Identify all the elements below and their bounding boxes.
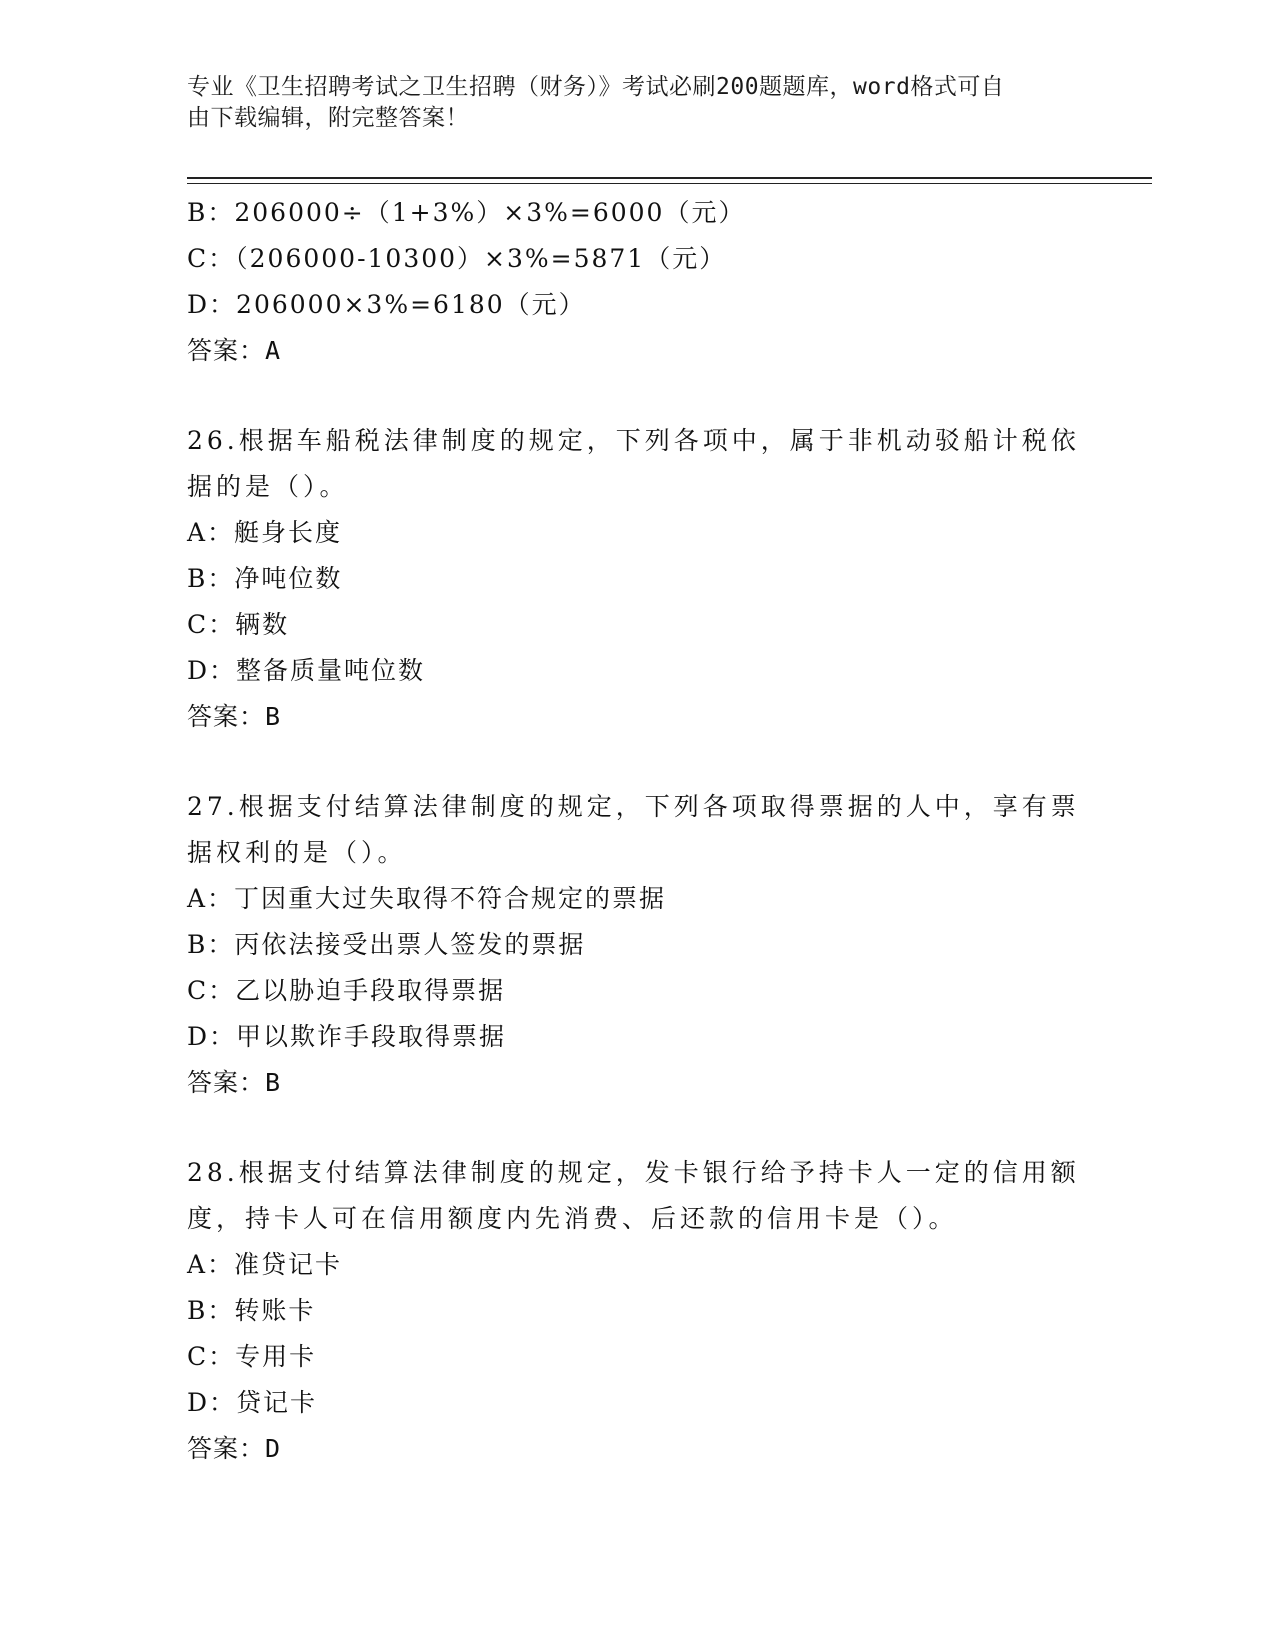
option-d: D：整备质量吨位数 <box>187 656 426 685</box>
question-stem-line: 据的是（）。 <box>187 472 349 501</box>
answer-line: 答案：B <box>187 702 282 731</box>
document-header <box>187 72 1067 134</box>
answer-line: 答案：B <box>187 1068 282 1097</box>
question-27 <box>187 784 1087 1106</box>
option-a: A：丁因重大过失取得不符合规定的票据 <box>187 884 667 913</box>
question-stem-line: 据权利的是（）。 <box>187 838 407 867</box>
question-stem-line: 28.根据支付结算法律制度的规定，发卡银行给予持卡人一定的信用额 <box>187 1158 1080 1187</box>
option-d: D：206000×3%=6180（元） <box>187 290 586 319</box>
question-stem-line: 27.根据支付结算法律制度的规定，下列各项取得票据的人中，享有票 <box>187 792 1080 821</box>
option-b: B：转账卡 <box>187 1296 316 1325</box>
header-divider <box>187 177 1152 179</box>
question-28 <box>187 1150 1087 1472</box>
answer-line: 答案：A <box>187 336 282 365</box>
option-d: D：甲以欺诈手段取得票据 <box>187 1022 507 1051</box>
header-line-1: 专业《卫生招聘考试之卫生招聘（财务）》考试必刷200题题库，word格式可自 <box>187 74 1005 100</box>
question-stem-line: 度，持卡人可在信用额度内先消费、后还款的信用卡是（）。 <box>187 1204 958 1233</box>
header-line-2: 由下载编辑，附完整答案！ <box>187 105 469 131</box>
question-stem-line: 26.根据车船税法律制度的规定，下列各项中，属于非机动驳船计税依 <box>187 426 1080 455</box>
option-c: C：乙以胁迫手段取得票据 <box>187 976 506 1005</box>
option-c: C：辆数 <box>187 610 290 639</box>
answer-line: 答案：D <box>187 1434 282 1463</box>
question-26 <box>187 418 1087 740</box>
option-a: A：准贷记卡 <box>187 1250 343 1279</box>
option-c: C：专用卡 <box>187 1342 317 1371</box>
option-b: B：净吨位数 <box>187 564 343 593</box>
carryover-block <box>187 190 1087 374</box>
option-c: C：（206000-10300）×3%=5871（元） <box>187 244 727 273</box>
option-b: B：丙依法接受出票人签发的票据 <box>187 930 586 959</box>
header-divider-thin <box>187 183 1152 184</box>
option-b: B：206000÷（1+3%）×3%=6000（元） <box>187 198 746 227</box>
option-d: D：贷记卡 <box>187 1388 318 1417</box>
question-list <box>187 190 1087 1472</box>
option-a: A：艇身长度 <box>187 518 343 547</box>
